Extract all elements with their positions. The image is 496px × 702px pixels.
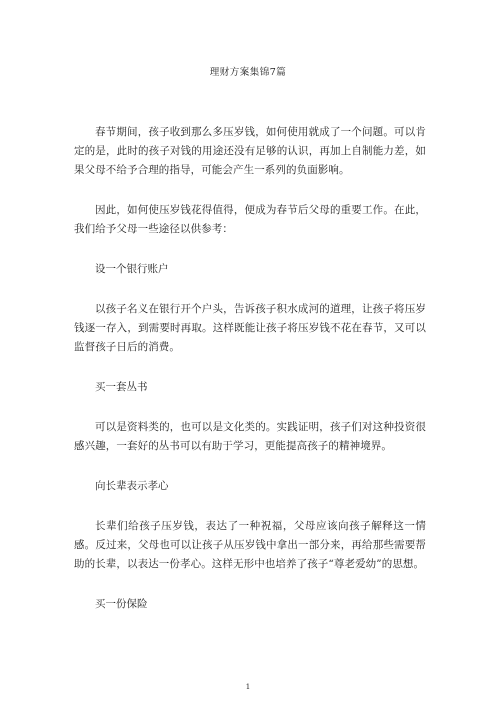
section-heading-filial-piety: 向长辈表示孝心 bbox=[95, 480, 169, 492]
paragraph-book-series: 可以是资料类的，也可以是文化类的。实践证明，孩子们对这种投资很感兴趣，一套好的丛书可以有助于学习，更能提高孩子的精神境界。 bbox=[74, 421, 426, 452]
page-number: 1 bbox=[245, 683, 251, 691]
document-body bbox=[74, 123, 426, 614]
section-heading-bank-account: 设一个银行账户 bbox=[95, 263, 169, 275]
section-heading-insurance: 买一份保险 bbox=[95, 598, 148, 610]
section-heading-book-series: 买一套丛书 bbox=[95, 381, 148, 393]
paragraph-intro: 春节期间，孩子收到那么多压岁钱，如何使用就成了一个问题。可以肯定的是，此时的孩子对钱的用途还没有足够的认识，再加上自制能力差，如果父母不给予合理的指导，可能会产生一系列的负面影响。 bbox=[74, 126, 426, 176]
paragraph-filial-piety: 长辈们给孩子压岁钱，表达了一种祝福，父母应该向孩子解释这一情感。反过来，父母也可以让孩子从压岁钱中拿出一部分来，再给那些需要帮助的长辈，以表达一份孝心。这样无形中也培养了孩子“尊老爱幼”的思想。 bbox=[74, 520, 426, 570]
paragraph-bank-account: 以孩子名义在银行开个户头，告诉孩子积水成河的道理，让孩子将压岁钱逐一存入，到需要时再取。这样既能让孩子将压岁钱不花在春节，又可以监督孩子日后的消费。 bbox=[74, 303, 426, 353]
page-title: 理财方案集锦7篇 bbox=[209, 67, 287, 78]
paragraph-approaches: 因此，如何使压岁钱花得值得，便成为春节后父母的重要工作。在此，我们给予父母一些途径以供参考： bbox=[74, 204, 426, 235]
